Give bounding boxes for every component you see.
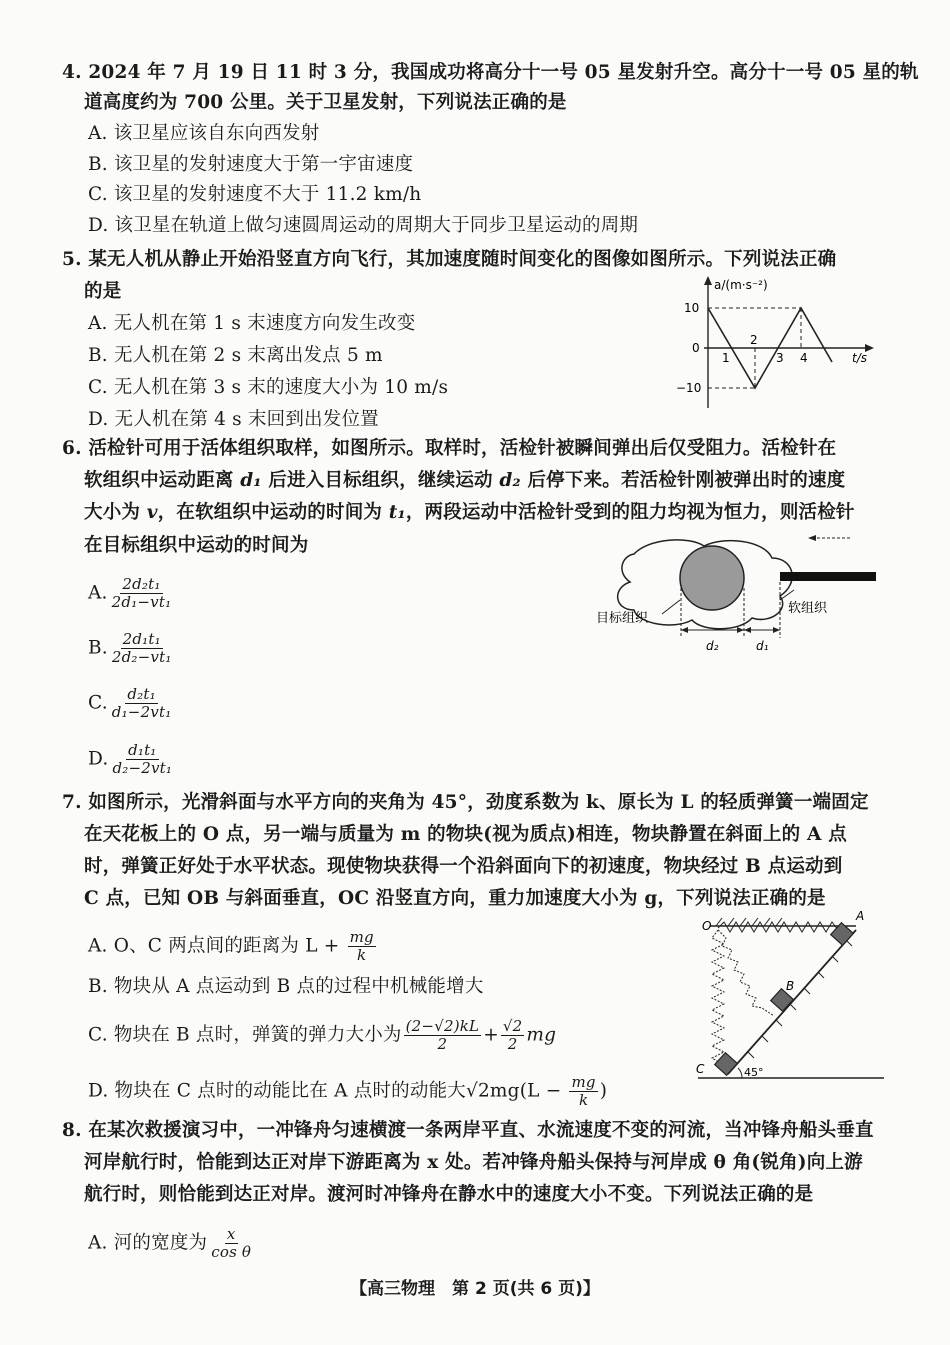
q5-stem-line2: 的是 — [84, 281, 122, 302]
q7-option-c: C. 物块在 B 点时，弹簧的弹力大小为 $\frac{(2-√2)kL}{2}$ + $\frac{√2}{2}$ mg — [88, 1017, 557, 1053]
incline-surface — [728, 930, 856, 1074]
q4-option-c: C. 该卫星的发射速度不大于 11.2 km/h — [88, 184, 422, 205]
q5-option-b: B. 无人机在第 2 s 末离出发点 5 m — [88, 345, 383, 366]
q6-option-b: B. $\frac{\text{2d₁t₁}}{\text{2d₂−vt₁}}$ — [88, 630, 172, 666]
label-b: B — [786, 979, 795, 993]
angle-label: 45° — [744, 1066, 764, 1079]
q6-stem-line2: 软组织中运动距离 d₁ 后进入目标组织，继续运动 d₂ 后停下来。若活检针刚被弹出时的速度 — [84, 470, 846, 491]
q6-stem-line1: 6. 活检针可用于活体组织取样，如图所示。取样时，活检针被瞬间弹出后仅受阻力。活检针在 — [62, 438, 837, 459]
q7-stem-line3: 时，弹簧正好处于水平状态。现使物块获得一个沿斜面向下的初速度，物块经过 B 点运动到 — [84, 856, 843, 877]
q6-stem-line3: 大小为 v，在软组织中运动的时间为 t₁，两段运动中活检针受到的阻力均视为恒力，则活检针 — [84, 502, 855, 523]
q5-option-c: C. 无人机在第 3 s 末的速度大小为 10 m/s — [88, 377, 449, 398]
q5-stem-line1: 5. 某无人机从静止开始沿竖直方向飞行，其加速度随时间变化的图像如图所示。下列说法正确 — [62, 249, 837, 270]
soft-tissue-label: 软组织 — [788, 601, 828, 616]
target-tissue-label: 目标组织 — [596, 611, 649, 626]
label-o: O — [702, 919, 712, 933]
block-c — [715, 1053, 738, 1076]
q7-stem-line4: C 点，已知 OB 与斜面垂直，OC 沿竖直方向，重力加速度大小为 g，下列说法正确的是 — [84, 888, 826, 909]
q4-stem-line1: 4. 2024 年 7 月 19 日 11 时 3 分，我国成功将高分十一号 05 星发射升空。高分十一号 05 星的轨 — [62, 62, 919, 83]
motion-arrow-head — [808, 535, 816, 541]
q6-option-d: D. $\frac{\text{d₁t₁}}{\text{d₂−2vt₁}}$ — [88, 741, 173, 777]
tick-0: 0 — [692, 341, 700, 355]
target-leader — [662, 600, 680, 614]
tick-neg10: −10 — [676, 381, 702, 395]
q8-stem-line2: 河岸航行时，恰能到达正对岸下游距离为 x 处。若冲锋舟船头保持与河岸成 θ 角(锐角)向上游 — [84, 1152, 863, 1173]
q4-option-b: B. 该卫星的发射速度大于第一宇宙速度 — [88, 154, 414, 175]
incline-hatch — [748, 940, 852, 1058]
label-a: A — [856, 909, 865, 923]
label-c: C — [696, 1062, 705, 1076]
target-tissue — [680, 546, 744, 610]
q7-option-a: A. O、C 两点间的距离为 L + $\frac{mg}{k}$ — [88, 928, 374, 964]
tick-3: 3 — [776, 351, 784, 365]
q6-stem-line4: 在目标组织中运动的时间为 — [84, 535, 309, 556]
d1-label: d₁ — [756, 639, 769, 653]
y-axis-label: a/(m·s⁻²) — [714, 278, 768, 292]
q8-stem-line3: 航行时，则恰能到达正对岸。渡河时冲锋舟在静水中的速度大小不变。下列说法正确的是 — [84, 1184, 814, 1205]
q5-acceleration-graph — [670, 272, 880, 412]
x-axis-label: t/s — [852, 351, 867, 365]
tick-1: 1 — [722, 351, 730, 365]
angle-arc — [738, 1068, 742, 1078]
spring-vertical — [712, 930, 724, 1064]
q4-option-d: D. 该卫星在轨道上做匀速圆周运动的周期大于同步卫星运动的周期 — [88, 215, 639, 236]
q5-option-d: D. 无人机在第 4 s 末回到出发位置 — [88, 409, 379, 430]
q8-option-a: A. 河的宽度为 $\frac{x}{\text{cos θ}}$ — [88, 1225, 252, 1261]
q6-option-c: C. $\frac{\text{d₂t₁}}{\text{d₁−2vt₁}}$ — [88, 685, 172, 721]
q8-stem-line1: 8. 在某次救援演习中，一冲锋舟匀速横渡一条两岸平直、水流速度不变的河流，当冲锋舟船头垂直 — [62, 1120, 874, 1141]
q7-incline-figure — [688, 908, 888, 1092]
tick-4: 4 — [800, 351, 808, 365]
d2-label: d₂ — [706, 639, 719, 653]
page-footer: 【高三物理 第 2 页(共 6 页)】 — [350, 1279, 600, 1299]
q6-option-a: A. $\frac{\text{2d₂t₁}}{\text{2d₁−vt₁}}$ — [88, 575, 172, 611]
y-axis-arrow — [704, 276, 712, 285]
tick-2: 2 — [750, 333, 758, 347]
q4-option-a: A. 该卫星应该自东向西发射 — [88, 123, 320, 144]
q6-biopsy-figure — [594, 528, 884, 660]
q4-stem-line2: 道高度约为 700 公里。关于卫星发射，下列说法正确的是 — [84, 92, 567, 113]
q7-option-d: D. 物块在 C 点时的动能比在 A 点时的动能大√2mg(L − $\frac{mg}{k}$ ) — [88, 1073, 608, 1109]
biopsy-needle — [780, 572, 876, 581]
q5-option-a: A. 无人机在第 1 s 末速度方向发生改变 — [88, 313, 416, 334]
q7-stem-line2: 在天花板上的 O 点，另一端与质量为 m 的物块(视为质点)相连，物块静置在斜面上的 A 点 — [84, 824, 847, 845]
tick-10: 10 — [684, 301, 700, 315]
q7-option-b: B. 物块从 A 点运动到 B 点的过程中机械能增大 — [88, 976, 484, 997]
q7-stem-line1: 7. 如图所示，光滑斜面与水平方向的夹角为 45°，劲度系数为 k、原长为 L 的轻质弹簧一端固定 — [62, 792, 869, 813]
spring-to-b — [718, 930, 774, 1016]
